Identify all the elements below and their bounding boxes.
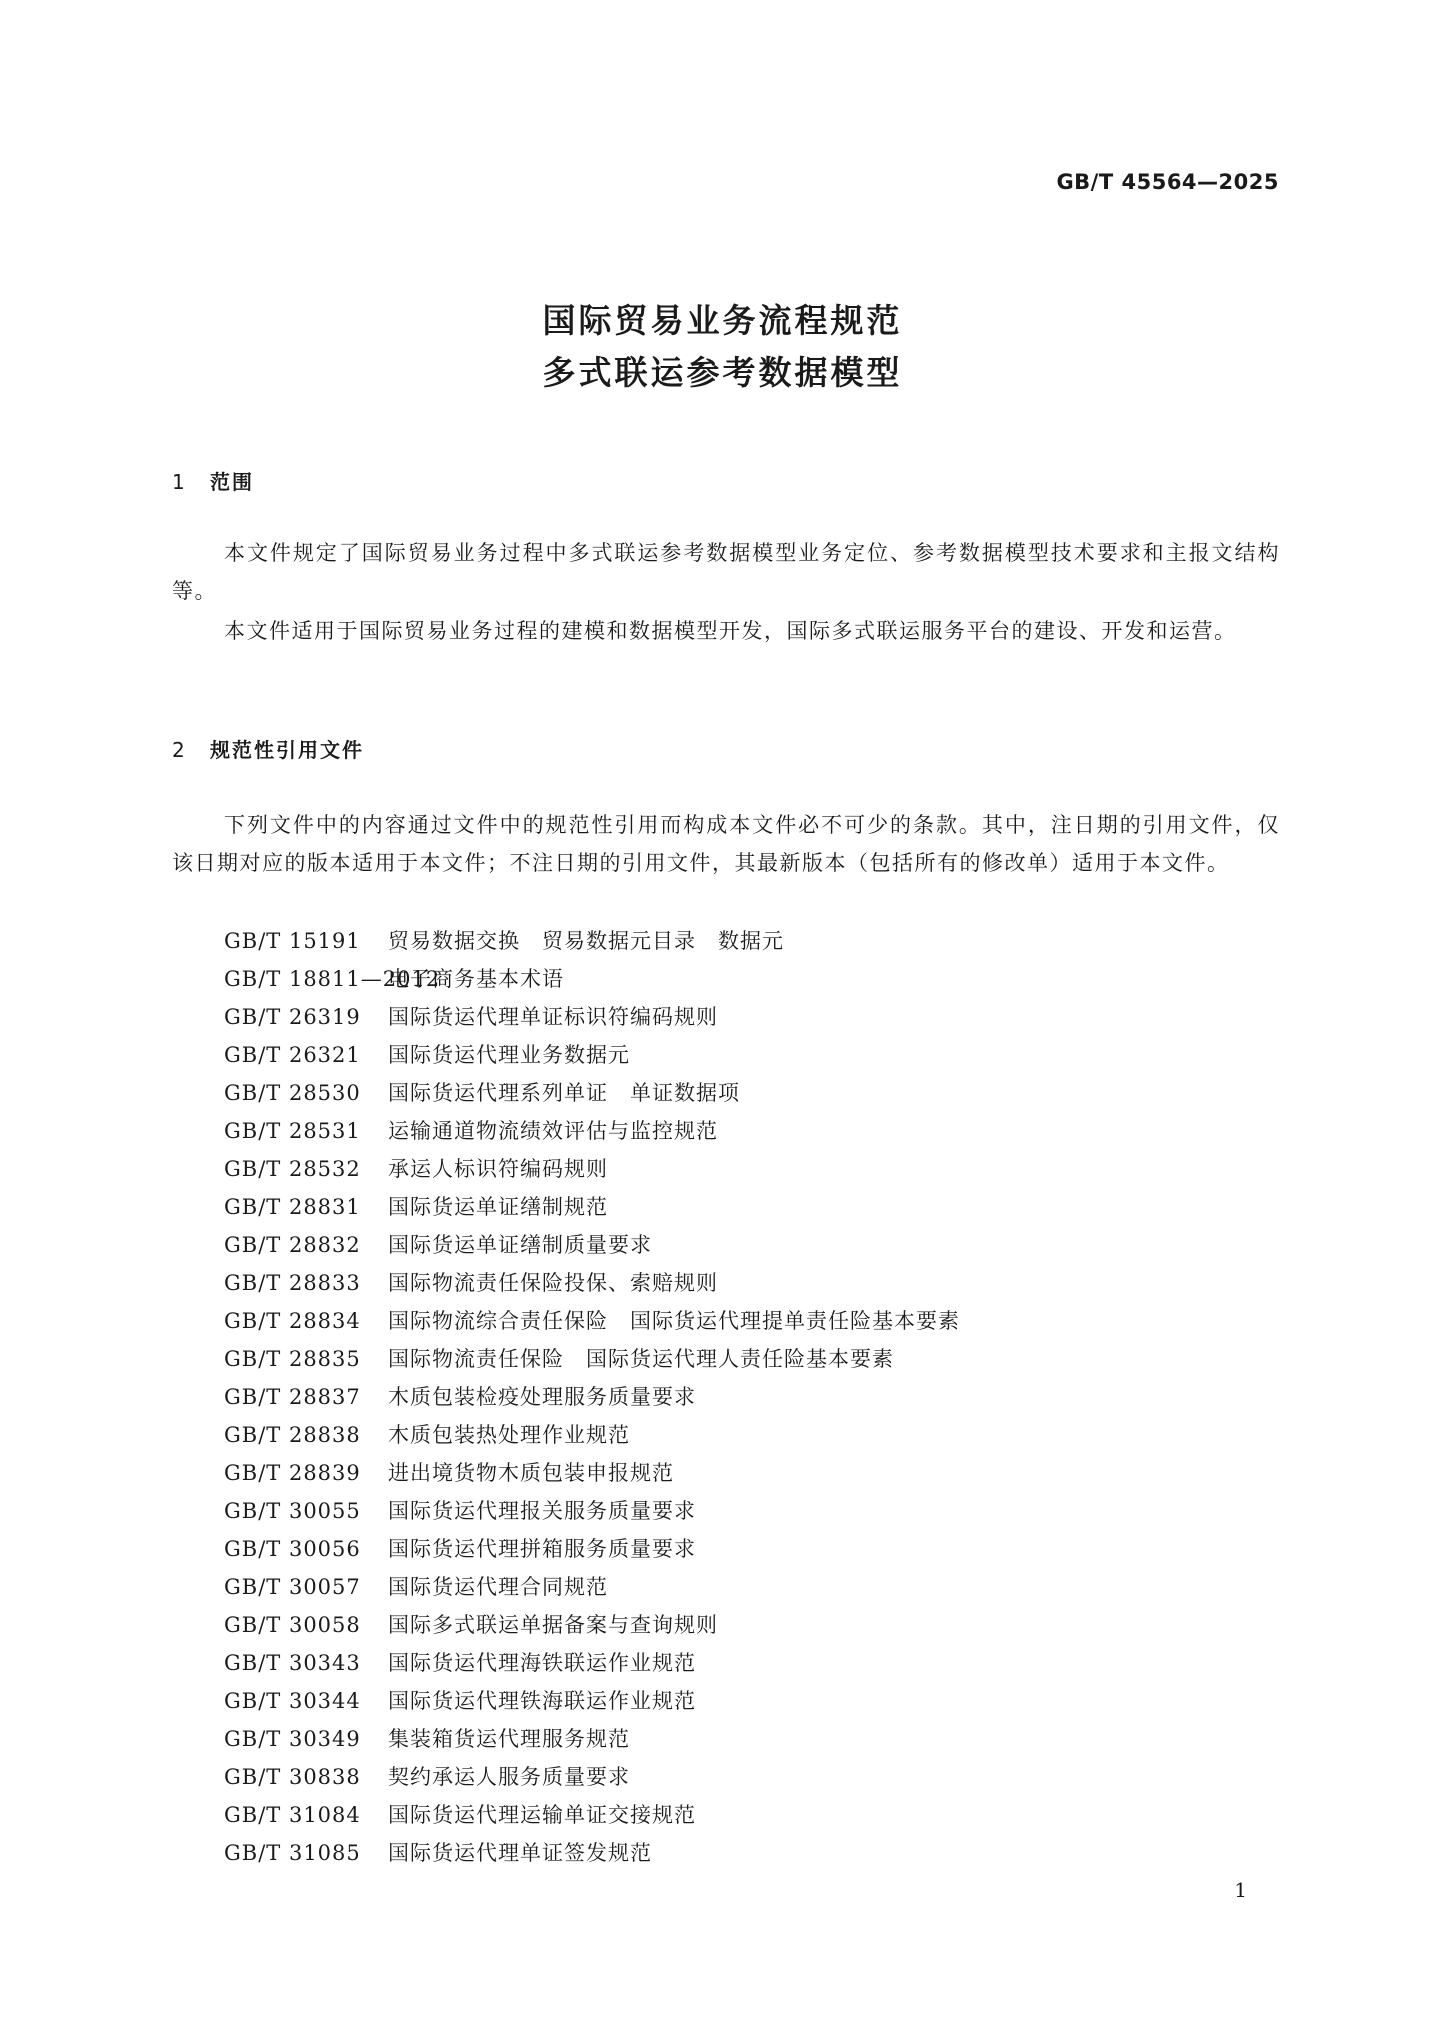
reference-item bbox=[224, 1150, 960, 1188]
reference-item bbox=[224, 1644, 960, 1682]
reference-title: 国际货运代理合同规范 bbox=[388, 1575, 608, 1599]
reference-title: 国际物流责任保险投保、索赔规则 bbox=[388, 1271, 718, 1295]
title-line-2: 多式联运参考数据模型 bbox=[542, 353, 903, 392]
reference-item bbox=[224, 1720, 960, 1758]
reference-item bbox=[224, 1340, 960, 1378]
reference-code: GB/T 28834 bbox=[224, 1309, 361, 1333]
section-1-heading bbox=[172, 466, 254, 495]
reference-item bbox=[224, 998, 960, 1036]
standard-code: GB/T 45564—2025 bbox=[1056, 170, 1279, 194]
reference-code: GB/T 28831 bbox=[224, 1195, 361, 1219]
reference-title: 国际物流综合责任保险 国际货运代理提单责任险基本要素 bbox=[388, 1309, 960, 1333]
reference-title: 进出境货物木质包装申报规范 bbox=[388, 1461, 674, 1485]
reference-title: 电子商务基本术语 bbox=[388, 967, 564, 991]
reference-code: GB/T 26319 bbox=[224, 1005, 361, 1029]
reference-title: 契约承运人服务质量要求 bbox=[388, 1765, 630, 1789]
reference-item bbox=[224, 1264, 960, 1302]
reference-code: GB/T 31084 bbox=[224, 1803, 361, 1827]
reference-code: GB/T 30058 bbox=[224, 1613, 361, 1637]
reference-code: GB/T 28832 bbox=[224, 1233, 361, 1257]
reference-title: 贸易数据交换 贸易数据元目录 数据元 bbox=[388, 929, 784, 953]
reference-title: 木质包装检疫处理服务质量要求 bbox=[388, 1385, 696, 1409]
reference-item bbox=[224, 1530, 960, 1568]
reference-title: 国际多式联运单据备案与查询规则 bbox=[388, 1613, 718, 1637]
reference-title: 国际物流责任保险 国际货运代理人责任险基本要素 bbox=[388, 1347, 894, 1371]
section-2-title: 规范性引用文件 bbox=[210, 738, 364, 762]
reference-item bbox=[224, 960, 960, 998]
reference-item bbox=[224, 1074, 960, 1112]
reference-code: GB/T 30055 bbox=[224, 1499, 361, 1523]
references-intro: 下列文件中的内容通过文件中的规范性引用而构成本文件必不可少的条款。其中，注日期的引用文件，仅该日期对应的版本适用于本文件；不注日期的引用文件，其最新版本（包括所有的修改单）适用于本文件。 bbox=[172, 813, 1280, 875]
reference-item bbox=[224, 1036, 960, 1074]
reference-code: GB/T 28839 bbox=[224, 1461, 361, 1485]
reference-item bbox=[224, 1568, 960, 1606]
reference-title: 承运人标识符编码规则 bbox=[388, 1157, 608, 1181]
reference-item bbox=[224, 1454, 960, 1492]
section-2-heading bbox=[172, 734, 364, 763]
section-2-number: 2 bbox=[172, 738, 187, 762]
reference-title: 国际货运单证缮制质量要求 bbox=[388, 1233, 652, 1257]
reference-item bbox=[224, 1796, 960, 1834]
reference-item bbox=[224, 1606, 960, 1644]
reference-code: GB/T 30349 bbox=[224, 1727, 361, 1751]
section-1-title: 范围 bbox=[210, 470, 254, 494]
reference-code: GB/T 30838 bbox=[224, 1765, 361, 1789]
reference-code: GB/T 28838 bbox=[224, 1423, 361, 1447]
title-line-1: 国际贸易业务流程规范 bbox=[542, 301, 903, 340]
reference-item bbox=[224, 1416, 960, 1454]
reference-item bbox=[224, 1226, 960, 1264]
reference-code: GB/T 26321 bbox=[224, 1043, 361, 1067]
reference-title: 国际货运代理铁海联运作业规范 bbox=[388, 1689, 696, 1713]
scope-paragraph-1: 本文件规定了国际贸易业务过程中多式联运参考数据模型业务定位、参考数据模型技术要求和主报文结构等。 bbox=[172, 541, 1280, 603]
reference-code: GB/T 28531 bbox=[224, 1119, 361, 1143]
reference-code: GB/T 28837 bbox=[224, 1385, 361, 1409]
scope-paragraph-2: 本文件适用于国际贸易业务过程的建模和数据模型开发，国际多式联运服务平台的建设、开发和运营。 bbox=[224, 619, 1237, 643]
page-number: 1 bbox=[1234, 1878, 1247, 1902]
reference-title: 运输通道物流绩效评估与监控规范 bbox=[388, 1119, 718, 1143]
reference-title: 国际货运代理报关服务质量要求 bbox=[388, 1499, 696, 1523]
section-1-number: 1 bbox=[172, 470, 187, 494]
reference-item bbox=[224, 1758, 960, 1796]
reference-title: 国际货运单证缮制规范 bbox=[388, 1195, 608, 1219]
reference-item bbox=[224, 1492, 960, 1530]
reference-title: 国际货运代理单证标识符编码规则 bbox=[388, 1005, 718, 1029]
reference-title: 国际货运代理系列单证 单证数据项 bbox=[388, 1081, 740, 1105]
reference-title: 集装箱货运代理服务规范 bbox=[388, 1727, 630, 1751]
reference-title: 国际货运代理拼箱服务质量要求 bbox=[388, 1537, 696, 1561]
reference-title: 国际货运代理运输单证交接规范 bbox=[388, 1803, 696, 1827]
reference-title: 木质包装热处理作业规范 bbox=[388, 1423, 630, 1447]
reference-code: GB/T 28835 bbox=[224, 1347, 361, 1371]
document-title bbox=[0, 295, 1445, 399]
reference-item bbox=[224, 1302, 960, 1340]
reference-item bbox=[224, 1682, 960, 1720]
reference-title: 国际货运代理单证签发规范 bbox=[388, 1841, 652, 1865]
reference-title: 国际货运代理业务数据元 bbox=[388, 1043, 630, 1067]
reference-code: GB/T 31085 bbox=[224, 1841, 361, 1865]
reference-code: GB/T 28532 bbox=[224, 1157, 361, 1181]
reference-title: 国际货运代理海铁联运作业规范 bbox=[388, 1651, 696, 1675]
reference-item bbox=[224, 1112, 960, 1150]
reference-code: GB/T 15191 bbox=[224, 929, 361, 953]
reference-code: GB/T 30343 bbox=[224, 1651, 361, 1675]
reference-list bbox=[224, 922, 960, 1872]
reference-code: GB/T 28530 bbox=[224, 1081, 361, 1105]
reference-item bbox=[224, 922, 960, 960]
reference-item bbox=[224, 1378, 960, 1416]
reference-item bbox=[224, 1188, 960, 1226]
reference-code: GB/T 30344 bbox=[224, 1689, 361, 1713]
reference-code: GB/T 28833 bbox=[224, 1271, 361, 1295]
reference-code: GB/T 30056 bbox=[224, 1537, 361, 1561]
reference-item bbox=[224, 1834, 960, 1872]
reference-code: GB/T 18811—2012 bbox=[224, 967, 441, 991]
reference-code: GB/T 30057 bbox=[224, 1575, 361, 1599]
